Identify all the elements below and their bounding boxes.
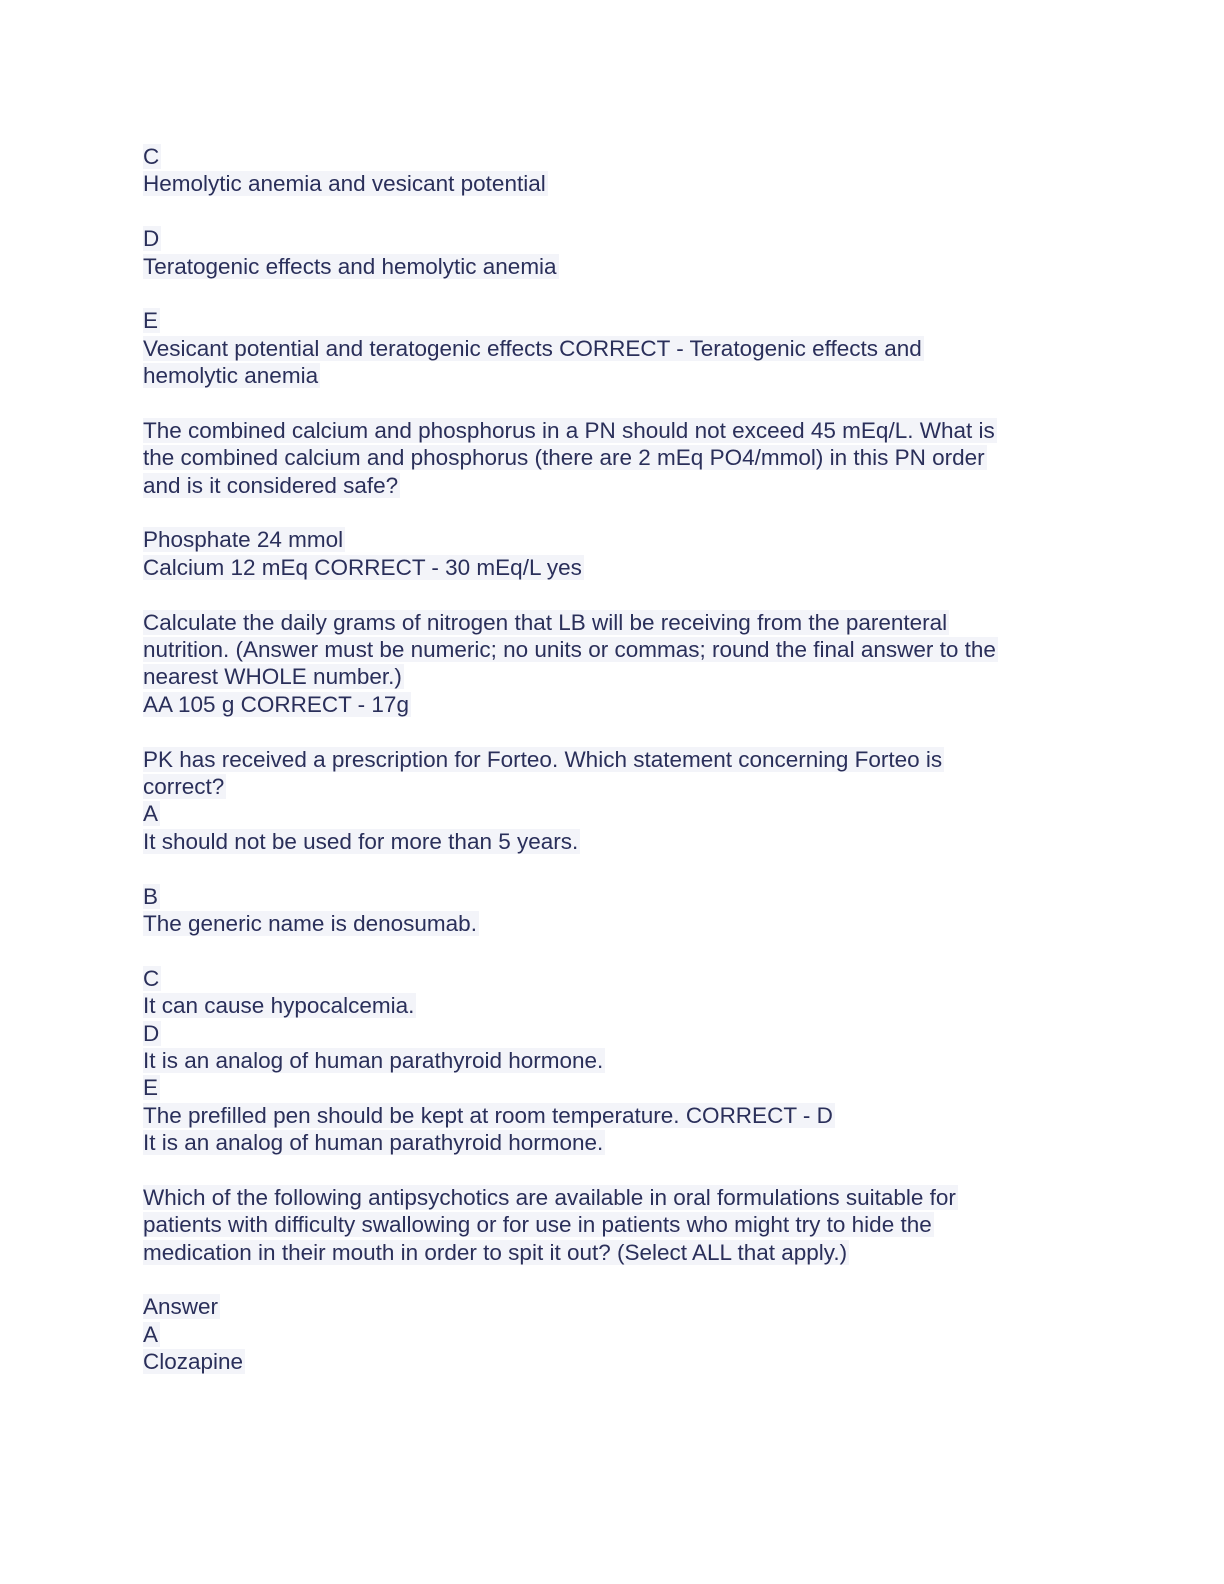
text-line: [143, 1184, 1063, 1211]
text-line-content: correct?: [143, 773, 225, 799]
text-line: [143, 800, 1063, 827]
text-line-content: It can cause hypocalcemia.: [143, 993, 415, 1019]
text-line-content: The generic name is denosumab.: [143, 910, 477, 936]
text-line-content: B: [143, 883, 159, 909]
text-line-content: C: [143, 965, 160, 991]
text-line: [143, 335, 1063, 362]
text-line-content: Calcium 12 mEq CORRECT - 30 mEq/L yes: [143, 554, 582, 580]
text-line: [143, 1321, 1063, 1348]
blank-line: [143, 280, 1063, 307]
text-line: [143, 828, 1063, 855]
blank-line: [143, 1156, 1063, 1183]
blank-line: [143, 718, 1063, 745]
text-line: [143, 1074, 1063, 1101]
text-line: [143, 362, 1063, 389]
text-line: [143, 636, 1063, 663]
text-line: [143, 663, 1063, 690]
text-line: [143, 307, 1063, 334]
blank-line: [143, 499, 1063, 526]
text-line-content: D: [143, 226, 160, 252]
text-line: [143, 526, 1063, 553]
text-line: [143, 417, 1063, 444]
text-line-content: Teratogenic effects and hemolytic anemia: [143, 253, 557, 279]
blank-line: [143, 937, 1063, 964]
text-line: [143, 883, 1063, 910]
blank-line: [143, 390, 1063, 417]
text-line-content: E: [143, 1075, 159, 1101]
text-line: [143, 1102, 1063, 1129]
text-line-content: A: [143, 1321, 159, 1347]
text-line-content: It is an analog of human parathyroid hormone.: [143, 1047, 604, 1073]
text-line: [143, 746, 1063, 773]
blank-line: [143, 1266, 1063, 1293]
text-line-content: nearest WHOLE number.): [143, 664, 402, 690]
blank-line: [143, 855, 1063, 882]
text-line-content: medication in their mouth in order to spit it out? (Select ALL that apply.): [143, 1239, 848, 1265]
text-line-content: Vesicant potential and teratogenic effects CORRECT - Teratogenic effects and: [143, 335, 922, 361]
text-line: [143, 609, 1063, 636]
text-line-content: It is an analog of human parathyroid hormone.: [143, 1130, 604, 1156]
text-line: [143, 992, 1063, 1019]
text-line: [143, 1239, 1063, 1266]
text-line-content: nutrition. (Answer must be numeric; no units or commas; round the final answer to the: [143, 637, 996, 663]
text-line-content: Clozapine: [143, 1349, 244, 1375]
text-line-content: Phosphate 24 mmol: [143, 527, 344, 553]
text-line-content: Which of the following antipsychotics are available in oral formulations suitable for: [143, 1184, 956, 1210]
text-line-content: PK has received a prescription for Forteo. Which statement concerning Forteo is: [143, 746, 943, 772]
text-line: [143, 170, 1063, 197]
text-line: [143, 1047, 1063, 1074]
text-line-content: C: [143, 144, 160, 169]
text-line: [143, 1293, 1063, 1320]
text-line-content: The prefilled pen should be kept at room temperature. CORRECT - D: [143, 1102, 833, 1128]
text-line-content: Answer: [143, 1294, 219, 1320]
text-line: [143, 225, 1063, 252]
text-line-content: The combined calcium and phosphorus in a PN should not exceed 45 mEq/L. What is: [143, 417, 995, 443]
text-line-content: Hemolytic anemia and vesicant potential: [143, 171, 546, 197]
text-line: [143, 253, 1063, 280]
text-line: [143, 1129, 1063, 1156]
text-line: [143, 773, 1063, 800]
text-line: [143, 1020, 1063, 1047]
text-line: [143, 1348, 1063, 1375]
text-line-content: AA 105 g CORRECT - 17g: [143, 691, 409, 717]
text-line: [143, 910, 1063, 937]
text-line-content: A: [143, 801, 159, 827]
text-line-content: It should not be used for more than 5 years.: [143, 828, 579, 854]
text-line-content: Calculate the daily grams of nitrogen that LB will be receiving from the parenteral: [143, 609, 948, 635]
text-line: [143, 472, 1063, 499]
text-line: [143, 143, 1063, 170]
text-line: [143, 965, 1063, 992]
text-line: [143, 1211, 1063, 1238]
text-line: [143, 691, 1063, 718]
blank-line: [143, 198, 1063, 225]
text-line-content: hemolytic anemia: [143, 363, 319, 389]
text-line-content: and is it considered safe?: [143, 472, 399, 498]
text-line: [143, 444, 1063, 471]
text-line: [143, 554, 1063, 581]
text-line-content: E: [143, 308, 159, 334]
text-line-content: the combined calcium and phosphorus (there are 2 mEq PO4/mmol) in this PN order: [143, 445, 985, 471]
document-page: [143, 143, 1063, 1376]
blank-line: [143, 581, 1063, 608]
text-line-content: D: [143, 1020, 160, 1046]
text-line-content: patients with difficulty swallowing or for use in patients who might try to hide the: [143, 1212, 932, 1238]
